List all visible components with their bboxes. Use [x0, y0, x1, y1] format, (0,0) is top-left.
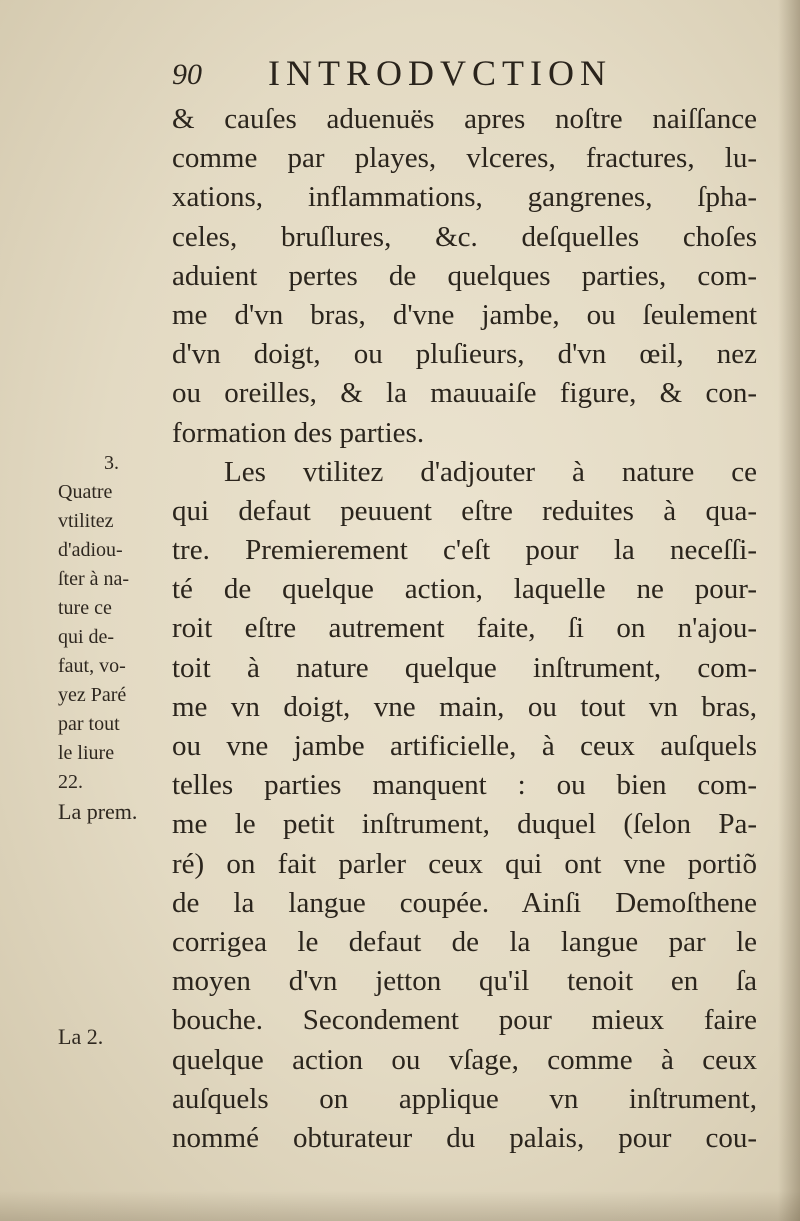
- body-line: bouche. Secondement pour mieux faire: [172, 1004, 757, 1037]
- body-line: formation des parties.: [172, 416, 425, 449]
- body-line: moyen d'vn jetton qu'il tenoit en ſa: [172, 965, 757, 998]
- margin-note-line: qui de-: [58, 626, 115, 648]
- body-line: d'vn doigt, ou pluſieurs, d'vn œil, nez: [172, 338, 757, 371]
- body-line: telles parties manquent : ou bien com-: [172, 769, 757, 802]
- bottom-edge-shadow: [0, 1191, 800, 1221]
- margin-note: [58, 449, 168, 826]
- body-line: toit à nature quelque inſtrument, com-: [172, 651, 757, 684]
- body-line: celes, bruſlures, &c. deſquelles choſes: [172, 220, 757, 253]
- body-line: corrigea le defaut de la langue par le: [172, 925, 757, 958]
- body-line: de la langue coupée. Ainſi Demoſthene: [172, 886, 757, 919]
- body-line: me le petit inſtrument, duquel (ſelon Pa-: [172, 808, 757, 841]
- body-line: & cauſes aduenuës apres noſtre naiſſance: [172, 103, 757, 135]
- margin-note-line: le liure: [58, 742, 115, 764]
- running-head: [172, 52, 672, 96]
- body-line: auſquels on applique vn inſtrument,: [172, 1082, 757, 1115]
- margin-note-line: vtilitez: [58, 510, 114, 532]
- margin-note-line: 22.: [58, 771, 83, 793]
- margin-note-line: faut, vo-: [58, 655, 126, 677]
- body-line: tre. Premierement c'eſt pour la neceſſi-: [172, 534, 757, 567]
- body-line: qui defaut peuuent eſtre reduites à qua-: [172, 494, 757, 527]
- margin-note-line: d'adiou-: [58, 539, 123, 561]
- body-line: ou vne jambe artificielle, à ceux auſquels: [172, 730, 757, 762]
- margin-note-line: Quatre: [58, 481, 113, 503]
- body-line: aduient pertes de quelques parties, com-: [172, 259, 757, 292]
- margin-note-number: 3.: [104, 452, 119, 474]
- body-line: me vn doigt, vne main, ou tout vn bras,: [172, 690, 757, 723]
- body-line: ou oreilles, & la mauuaiſe figure, & con-: [172, 377, 757, 410]
- page-number: 90: [172, 58, 202, 91]
- body-text: [172, 100, 757, 1158]
- margin-note-line: yez Paré: [58, 684, 127, 706]
- margin-note-line: ſter à na-: [58, 568, 130, 590]
- body-line: me d'vn bras, d'vne jambe, ou ſeulement: [172, 298, 757, 331]
- running-title: INTRODVCTION: [268, 53, 612, 93]
- body-line: comme par playes, vlceres, fractures, lu-: [172, 142, 757, 175]
- body-line: roit eſtre autrement faite, ſi on n'ajou-: [172, 612, 757, 645]
- body-line: té de quelque action, laquelle ne pour-: [172, 573, 757, 606]
- margin-note-second: La 2.: [58, 1024, 104, 1049]
- body-line: Les vtilitez d'adjouter à nature ce: [224, 455, 757, 488]
- body-line: nommé obturateur du palais, pour cou-: [172, 1121, 757, 1154]
- margin-note-line: La prem.: [58, 799, 138, 824]
- margin-note-line: par tout: [58, 713, 120, 735]
- body-line: xations, inflammations, gangrenes, ſpha-: [172, 181, 757, 214]
- body-line: ré) on fait parler ceux qui ont vne portiõ: [172, 847, 757, 880]
- gutter-shadow: [778, 0, 800, 1221]
- margin-note-line: ture ce: [58, 597, 112, 619]
- body-line: quelque action ou vſage, comme à ceux: [172, 1043, 757, 1076]
